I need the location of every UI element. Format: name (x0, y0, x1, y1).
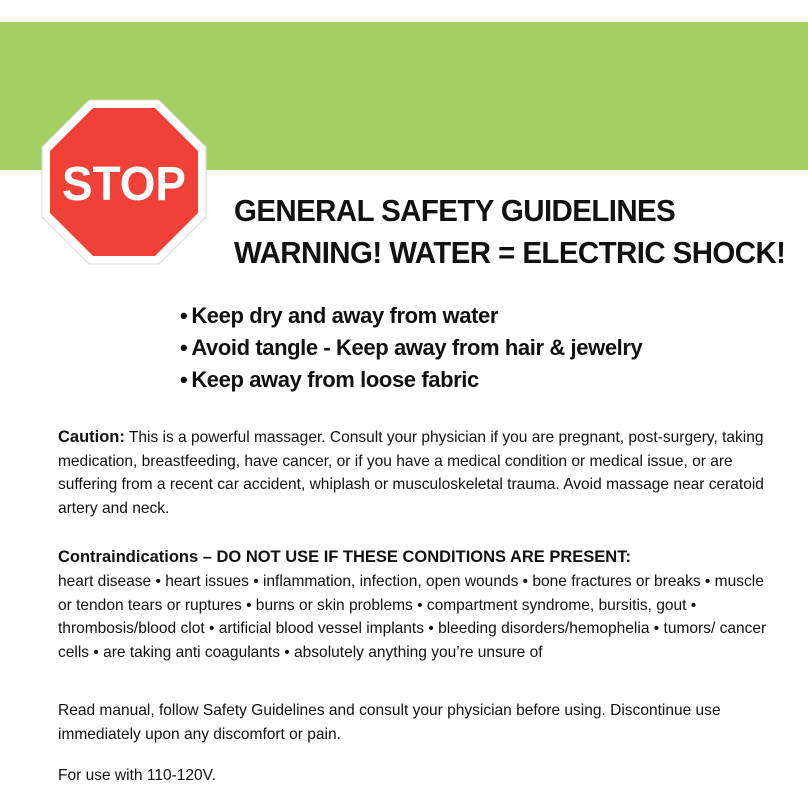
contraindications-heading: Contraindications – DO NOT USE IF THESE CONDITIONS ARE PRESENT: (58, 547, 631, 566)
stop-sign-text: STOP (62, 158, 186, 211)
headline-warning: WARNING! WATER = ELECTRIC SHOCK! (234, 235, 786, 270)
manual-note: Read manual, follow Safety Guidelines and consult your physician before using. Discontinue use immediately upon any discomfort or pain. (58, 702, 721, 743)
key-warnings-list (180, 300, 642, 396)
bullet-text: Keep away from loose fabric (191, 367, 479, 392)
caution-text: This is a powerful massager. Consult your physician if you are pregnant, post-surgery, taking medication, breastfeeding, have cancer, or if you have a medical condition or medical issue, or are suffering from a recent car accident, whiplash or musculoskeletal trauma. Avoid massage near ceratoid artery and neck. (58, 429, 764, 517)
stop-sign-icon (40, 98, 208, 266)
headline-title: GENERAL SAFETY GUIDELINES (234, 193, 676, 228)
bullet-icon: • (180, 367, 188, 392)
bullet-icon: • (180, 303, 188, 328)
bullet-icon: • (180, 335, 188, 360)
voltage-note: For use with 110-120V. (58, 767, 216, 784)
list-item (180, 364, 642, 396)
caution-label: Caution: (58, 427, 125, 446)
list-item (180, 332, 642, 364)
bullet-text: Avoid tangle - Keep away from hair & jewelry (191, 335, 643, 360)
bullet-text: Keep dry and away from water (191, 303, 498, 328)
headline (234, 190, 785, 274)
list-item (180, 300, 642, 332)
contraindications-list: heart disease • heart issues • inflammation, infection, open wounds • bone fractures or breaks • muscle or tendon tears or ruptures • burns or skin problems • compartment syndrome, bursitis, gout • thrombosis/blood clot • artificial blood vessel implants • bleeding disorders/hemophelia • tumors/ cancer cells • are taking anti coagulants • absolutely anything you’re unsure of (58, 573, 767, 661)
caution-paragraph (58, 425, 771, 520)
